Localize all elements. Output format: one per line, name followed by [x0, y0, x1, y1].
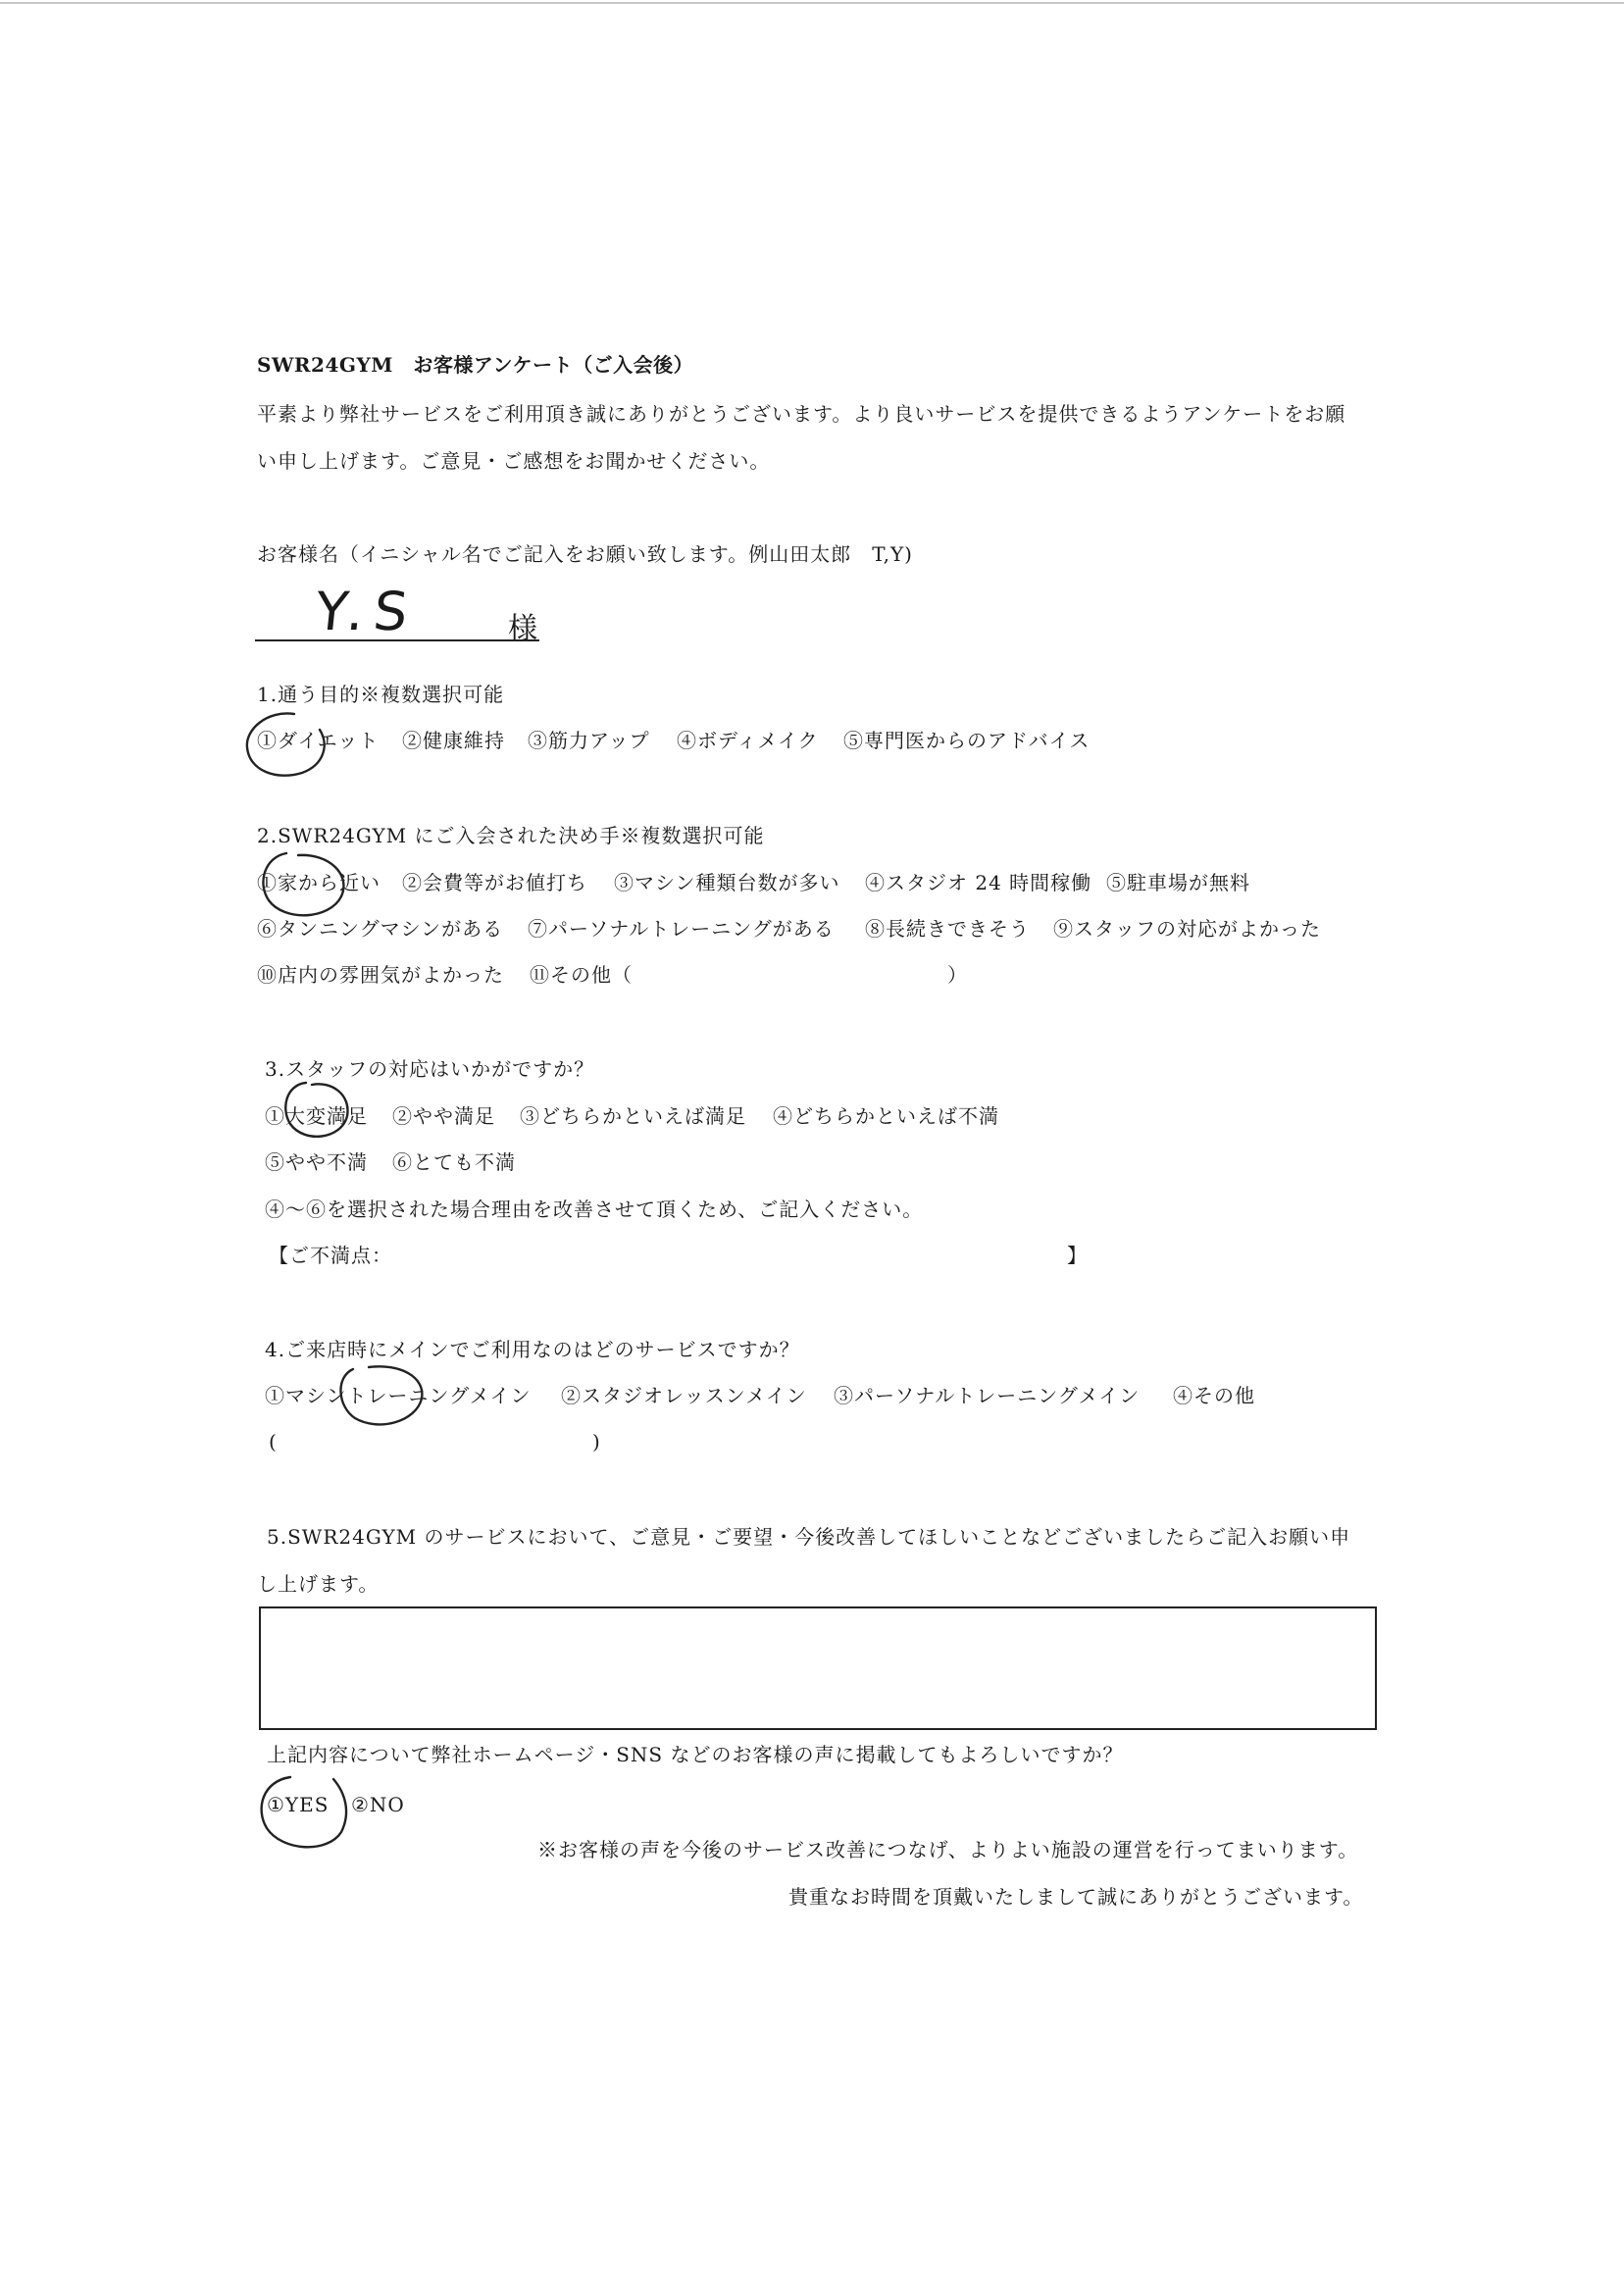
q1-option-health[interactable]: ②健康維持 — [402, 729, 505, 752]
q2-option-affordable[interactable]: ②会費等がお値打ち — [402, 871, 587, 894]
q3-selection-circle — [285, 1083, 347, 1137]
q4-selection-circle — [340, 1366, 422, 1424]
q2-option-tanning[interactable]: ⑥タンニングマシンがある — [257, 917, 504, 941]
consent-option-yes[interactable]: ①YES — [267, 1793, 330, 1816]
handwritten-customer-name: Y.S — [312, 581, 421, 642]
q1-option-diet[interactable]: ①ダイエット — [257, 729, 380, 752]
q4-other-close-paren: ) — [592, 1430, 601, 1453]
q1-question: 1.通う目的※複数選択可能 — [257, 683, 505, 706]
q3-question: 3.スタッフの対応はいかがですか？ — [265, 1057, 595, 1081]
q1-selection-circle — [247, 713, 325, 775]
q4-question: 4.ご来店時にメインでご利用なのはどのサービスですか？ — [265, 1338, 800, 1361]
q4-other-open-paren: ( — [269, 1430, 278, 1453]
q1-option-muscle[interactable]: ③筋力アップ — [528, 729, 650, 752]
q3-reason-note: ④～⑥を選択された場合理由を改善させて頂くため、ご記入ください。 — [265, 1198, 924, 1221]
footer-note: ※お客様の声を今後のサービス改善につなげ、よりよい施設の運営を行ってまいります。 — [537, 1838, 1359, 1861]
q3-option-very-satisfied[interactable]: ①大変満足 — [265, 1104, 368, 1128]
q2-option-near-home[interactable]: ①家から近い — [257, 871, 381, 894]
q2-option-other[interactable]: ⑪その他（ — [530, 963, 633, 987]
q4-option-studio-lesson[interactable]: ②スタジオレッスンメイン — [561, 1384, 807, 1407]
q4-option-machine-training[interactable]: ①マシントレーニングメイン — [265, 1384, 532, 1407]
intro-line-2: い申し上げます。ご意見・ご感想をお聞かせください。 — [257, 449, 771, 473]
q3-option-somewhat-dissatisfied[interactable]: ⑤やや不満 — [265, 1150, 368, 1174]
q3-option-rather-satisfied[interactable]: ③どちらかといえば満足 — [520, 1104, 746, 1128]
intro-line-1: 平素より弊社サービスをご利用頂き誠にありがとうございます。より良いサービスを提供できるようアンケートをお願 — [257, 402, 1346, 426]
q3-complaint-close-bracket: 】 — [1067, 1244, 1088, 1267]
q4-option-other[interactable]: ④その他 — [1173, 1384, 1255, 1407]
q2-option-free-parking[interactable]: ⑤駐車場が無料 — [1106, 871, 1250, 894]
q2-option-atmosphere[interactable]: ⑩店内の雰囲気がよかった — [257, 963, 504, 987]
q5-question-line-1: 5.SWR24GYM のサービスにおいて、ご意見・ご要望・今後改善してほしいことなどございましたらご記入お願い申 — [267, 1525, 1351, 1549]
q2-option-personal-training[interactable]: ⑦パーソナルトレーニングがある — [528, 917, 835, 941]
q5-question-line-2: し上げます。 — [257, 1572, 380, 1596]
q2-option-many-machines[interactable]: ③マシン種類台数が多い — [614, 871, 840, 894]
q2-option-studio-24h[interactable]: ④スタジオ 24 時間稼働 — [865, 871, 1092, 894]
q3-option-very-dissatisfied[interactable]: ⑥とても不満 — [392, 1150, 516, 1174]
q3-complaint-label: 【ご不満点： — [269, 1244, 392, 1267]
footer-thanks: 貴重なお時間を頂戴いたしまして誠にありがとうございます。 — [788, 1885, 1364, 1909]
q1-option-doctor-advice[interactable]: ⑤専門医からのアドバイス — [843, 729, 1091, 752]
q2-option-staff-good[interactable]: ⑨スタッフの対応がよかった — [1053, 917, 1321, 941]
q1-option-bodymake[interactable]: ④ボディメイク — [677, 729, 819, 752]
survey-title: SWR24GYM お客様アンケート（ご入会後） — [257, 353, 694, 377]
consent-question: 上記内容について弊社ホームページ・SNS などのお客様の声に掲載してもよろしいですか？ — [267, 1743, 1124, 1766]
consent-option-no[interactable]: ②NO — [351, 1793, 405, 1816]
customer-name-label: お客様名（イニシャル名でご記入をお願い致します。例山田太郎 T,Y) — [257, 542, 913, 566]
q4-option-personal-training[interactable]: ③パーソナルトレーニングメイン — [834, 1384, 1141, 1407]
q2-other-close-paren: ） — [947, 963, 968, 987]
consent-selection-circle — [262, 1777, 346, 1847]
q2-question: 2.SWR24GYM にご入会された決め手※複数選択可能 — [257, 824, 765, 847]
q2-option-sustainable[interactable]: ⑧長続きできそう — [865, 917, 1030, 941]
q2-selection-circle — [263, 853, 343, 915]
q3-option-somewhat-satisfied[interactable]: ②やや満足 — [392, 1104, 495, 1128]
q3-option-rather-dissatisfied[interactable]: ④どちらかといえば不満 — [773, 1104, 999, 1128]
honorific-sama: 様 — [508, 612, 537, 646]
